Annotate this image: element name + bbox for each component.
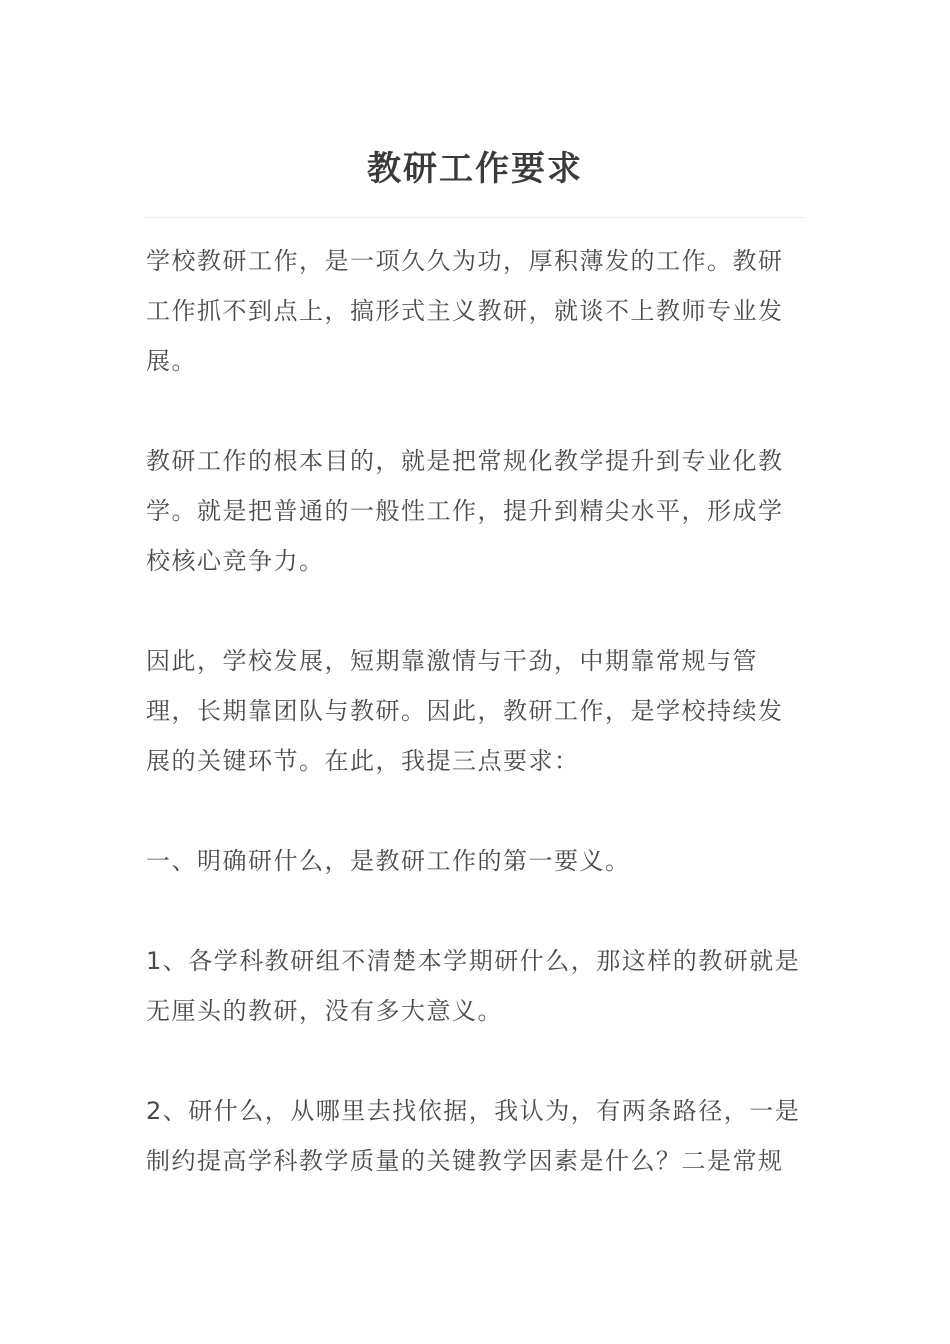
document-title: 教研工作要求 — [367, 148, 583, 189]
paragraph: 一、明确研什么，是教研工作的第一要义。 — [146, 847, 631, 875]
paragraph: 学校教研工作，是一项久久为功，厚积薄发的工作。教研工作抓不到点上，搞形式主义教研，就谈不上教师专业发展。 — [146, 247, 784, 375]
paragraph: 教研工作的根本目的，就是把常规化教学提升到专业化教学。就是把普通的一般性工作，提升到精尖水平，形成学校核心竞争力。 — [146, 447, 784, 575]
paragraph: 1、各学科教研组不清楚本学期研什么，那这样的教研就是无厘头的教研，没有多大意义。 — [146, 947, 801, 1025]
paragraph: 2、研什么，从哪里去找依据，我认为，有两条路径，一是制约提高学科教学质量的关键教学因素是什么？二是常规 — [146, 1097, 801, 1175]
paragraph: 因此，学校发展，短期靠激情与干劲，中期靠常规与管理，长期靠团队与教研。因此，教研工作，是学校持续发展的关键环节。在此，我提三点要求： — [146, 647, 784, 775]
document-body — [146, 236, 806, 1236]
title-divider — [145, 217, 805, 218]
